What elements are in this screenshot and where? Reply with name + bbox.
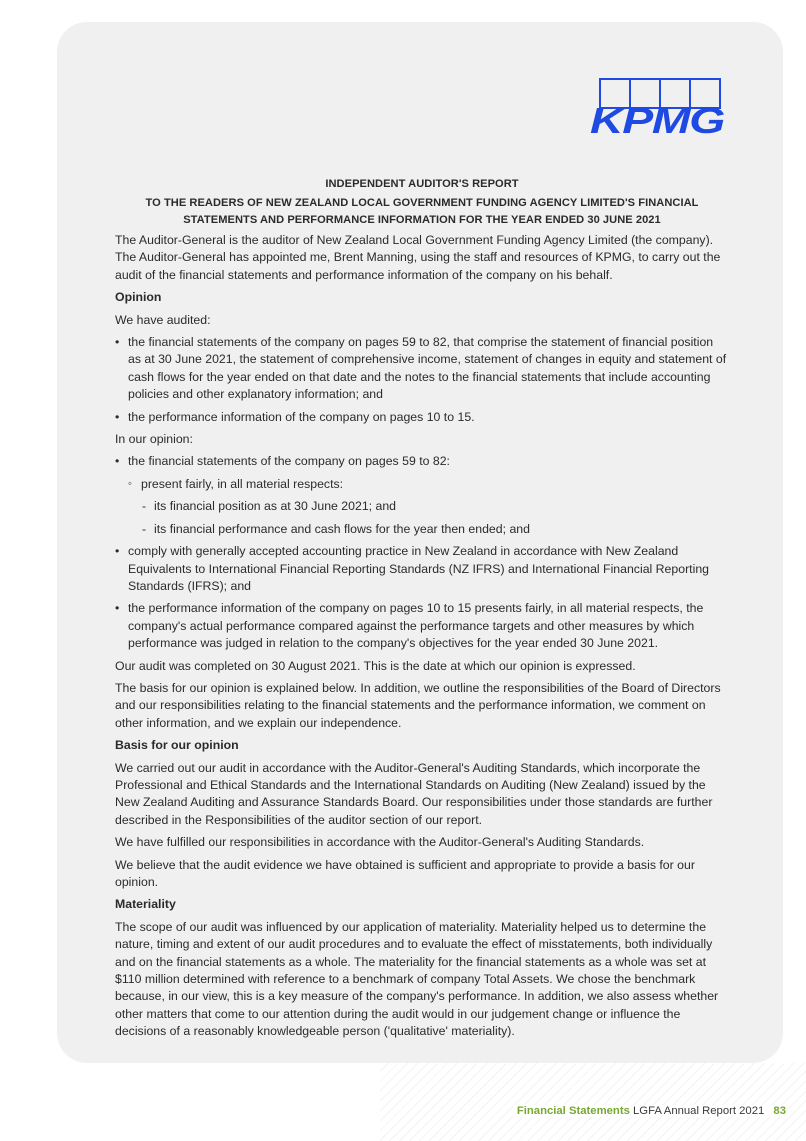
opinion-list <box>115 453 729 652</box>
audited-lead: We have audited: <box>115 312 211 327</box>
basis-paragraph-2: We have fulfilled our responsibilities in accordance with the Auditor-General's Auditing Standards. <box>115 835 645 850</box>
page-footer <box>513 1105 786 1117</box>
intro-paragraph: The Auditor-General is the auditor of New Zealand Local Government Funding Agency Limited (the company). The Auditor-General has appointed me, Brent Manning, using the staff and resources of KPMG, to carry out the audit of the financial statements and performance information of the company on his behalf. <box>115 233 721 282</box>
report-title: INDEPENDENT AUDITOR'S REPORT <box>325 178 519 190</box>
report-subtitle-line-2: STATEMENTS AND PERFORMANCE INFORMATION FOR THE YEAR ENDED 30 JUNE 2021 <box>183 214 661 226</box>
footer-section: Financial Statements <box>516 1105 630 1117</box>
materiality-heading: Materiality <box>115 897 176 912</box>
basis-explained-paragraph: The basis for our opinion is explained below. In addition, we outline the responsibilities of the Board of Directors and our responsibilities relating to the financial statements and the performance information, we comment on other information, and we explain our independence. <box>115 680 721 730</box>
basis-paragraph-3: We believe that the audit evidence we have obtained is sufficient and appropriate to provide a basis for our opinion. <box>115 857 695 889</box>
basis-heading: Basis for our opinion <box>115 738 239 753</box>
audit-completed-paragraph: Our audit was completed on 30 August 2021. This is the date at which our opinion is expressed. <box>115 658 636 673</box>
list-item: • the performance information of the company on pages 10 to 15. <box>115 409 729 426</box>
list-item: • comply with generally accepted accounting practice in New Zealand in accordance with New Zealand Equivalents to International Financial Reporting Standards (NZ IFRS) and International Financial Reporting Standards (IFRS); and <box>115 543 729 595</box>
basis-paragraph-1: We carried out our audit in accordance with the Auditor-General's Auditing Standards, which incorporate the Professional and Ethical Standards and the International Standards on Auditing (New Zealand) issued by the New Zealand Auditing and Assurance Standards Board. Our responsibilities under those standards are further described in the Responsibilities of the auditor section of our report. <box>115 760 713 827</box>
list-item: - its financial position as at 30 June 2021; and <box>142 498 729 515</box>
audited-list <box>115 334 729 426</box>
list-item: ◦ present fairly, in all material respects: <box>128 476 729 493</box>
list-item: • the financial statements of the company on pages 59 to 82: <box>115 453 729 470</box>
kpmg-logo-graphic <box>587 78 727 135</box>
list-item: - its financial performance and cash flows for the year then ended; and <box>142 521 729 538</box>
materiality-paragraph: The scope of our audit was influenced by our application of materiality. Materiality helped us to determine the nature, timing and extent of our audit procedures and to evaluate the effect of misstatements, both individually and on the financial statements as a whole. The materiality for the financial statements as a whole was set at $110 million determined with reference to a benchmark of company Total Assets. We chose the benchmark because, in our view, this is a key measure of the company's performance. In addition, we also assess whether other matters that come to our attention during the audit would in our judgement change or influence the decisions of a reasonably knowledgeable person ('qualitative' materiality). <box>115 919 719 1039</box>
list-item: • the financial statements of the company on pages 59 to 82, that comprise the statement of financial position as at 30 June 2021, the statement of comprehensive income, statement of changes in equity and statement of cash flows for the year ended on that date and the notes to the financial statements that include accounting policies and other explanatory information; and <box>115 334 729 404</box>
page-number: 83 <box>773 1105 786 1117</box>
in-opinion-lead: In our opinion: <box>115 432 193 447</box>
footer-report-title: LGFA Annual Report 2021 <box>633 1105 765 1117</box>
opinion-heading: Opinion <box>115 290 162 305</box>
footer-pattern <box>380 1063 806 1141</box>
list-item: • the performance information of the company on pages 10 to 15 presents fairly, in all material respects, the company's actual performance compared against the performance targets and other measures by which performance was judged in relation to the company's objectives for the year ended 30 June 2021. <box>115 600 729 652</box>
kpmg-logo <box>587 78 727 135</box>
report-subtitle-line-1: TO THE READERS OF NEW ZEALAND LOCAL GOVERNMENT FUNDING AGENCY LIMITED'S FINANCIAL <box>145 197 699 209</box>
kpmg-logo-text: KPMG <box>590 100 724 135</box>
report-body <box>115 176 729 1046</box>
